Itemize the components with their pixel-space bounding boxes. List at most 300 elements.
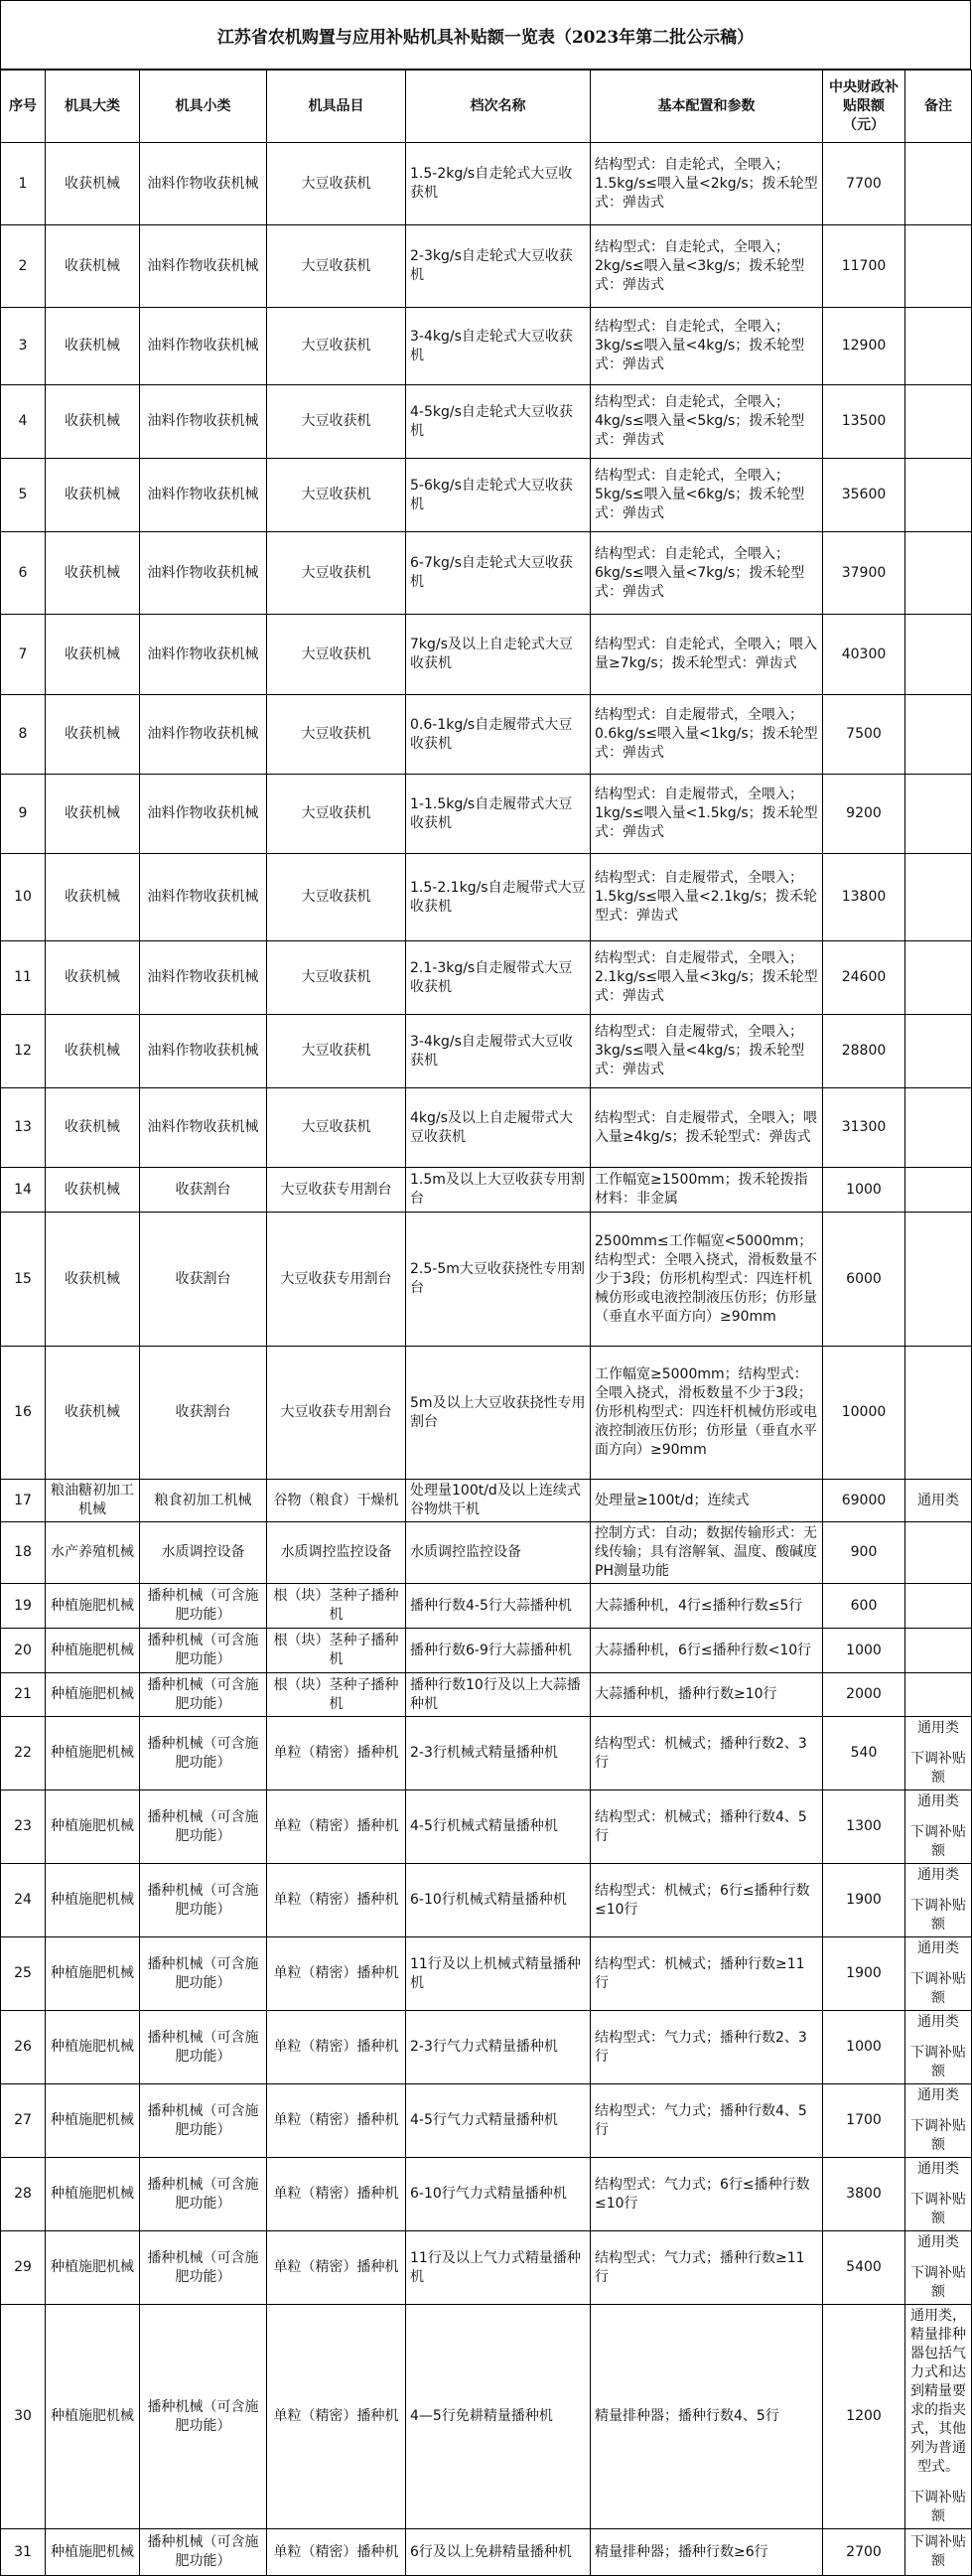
cell-major-category: 种植施肥机械 — [46, 1673, 140, 1717]
cell-no: 30 — [1, 2305, 46, 2529]
cell-remark — [905, 775, 972, 854]
table-header-row — [1, 71, 972, 143]
cell-config: 大蒜播种机，4行≤播种行数≤5行 — [591, 1584, 823, 1629]
cell-amount: 1000 — [823, 1629, 905, 1673]
cell-minor-category: 粮食初加工机械 — [140, 1480, 267, 1522]
cell-minor-category: 油料作物收获机械 — [140, 941, 267, 1015]
remark-text: 下调补贴额 — [910, 2118, 966, 2153]
cell-major-category: 粮油糖初加工机械 — [46, 1480, 140, 1522]
cell-item: 水质调控监控设备 — [267, 1522, 406, 1584]
cell-item: 大豆收获机 — [267, 225, 406, 308]
table-body — [1, 143, 972, 2576]
remark-text: 通用类 — [917, 1940, 959, 1956]
cell-grade: 1.5-2kg/s自走轮式大豆收获机 — [406, 143, 591, 225]
cell-grade: 6-10行气力式精量播种机 — [406, 2158, 591, 2231]
cell-minor-category: 播种机械（可含施肥功能） — [140, 1937, 267, 2011]
cell-amount: 3800 — [823, 2158, 905, 2231]
cell-config: 2500mm≤工作幅宽<5000mm；结构型式：全喂入挠式，滑板数量不少于3段；仿形机构型式：四连杆机械仿形或电液控制液压仿形；仿形量（垂直水平面方向）≥90mm — [591, 1213, 823, 1347]
remark-text: 通用类 — [917, 2161, 959, 2177]
table-row — [1, 1168, 972, 1213]
cell-minor-category: 播种机械（可含施肥功能） — [140, 1864, 267, 1937]
cell-amount: 900 — [823, 1522, 905, 1584]
cell-amount: 69000 — [823, 1480, 905, 1522]
cell-item: 大豆收获专用割台 — [267, 1168, 406, 1213]
cell-item: 大豆收获机 — [267, 385, 406, 459]
cell-major-category: 种植施肥机械 — [46, 1584, 140, 1629]
table-row — [1, 1673, 972, 1717]
cell-no: 3 — [1, 308, 46, 385]
remark-text: 通用类 — [917, 1492, 959, 1508]
cell-config: 结构型式：自走轮式，全喂入；喂入量≥7kg/s；拨禾轮型式：弹齿式 — [591, 615, 823, 695]
cell-item: 单粒（精密）播种机 — [267, 2011, 406, 2084]
cell-config: 工作幅宽≥5000mm；结构型式：全喂入挠式，滑板数量不少于3段；仿形机构型式：四连杆机械仿形或电液控制液压仿形；仿形量（垂直水平面方向）≥90mm — [591, 1347, 823, 1480]
cell-config: 结构型式：自走轮式，全喂入；1.5kg/s≤喂入量<2kg/s；拨禾轮型式：弹齿式 — [591, 143, 823, 225]
cell-config: 结构型式：自走履带式，全喂入；2.1kg/s≤喂入量<3kg/s；拨禾轮型式：弹齿式 — [591, 941, 823, 1015]
cell-item: 单粒（精密）播种机 — [267, 2529, 406, 2576]
cell-grade: 3-4kg/s自走轮式大豆收获机 — [406, 308, 591, 385]
cell-grade: 11行及以上机械式精量播种机 — [406, 1937, 591, 2011]
cell-config: 结构型式：气力式；播种行数4、5行 — [591, 2084, 823, 2158]
cell-item: 大豆收获机 — [267, 854, 406, 941]
cell-grade: 5m及以上大豆收获挠性专用割台 — [406, 1347, 591, 1480]
cell-remark — [905, 941, 972, 1015]
cell-config: 结构型式：自走轮式，全喂入；5kg/s≤喂入量<6kg/s；拨禾轮型式：弹齿式 — [591, 459, 823, 532]
remark-lines — [909, 2160, 967, 2228]
cell-remark — [905, 1480, 972, 1522]
cell-major-category: 种植施肥机械 — [46, 2084, 140, 2158]
cell-major-category: 种植施肥机械 — [46, 2011, 140, 2084]
cell-config: 结构型式：自走轮式，全喂入；4kg/s≤喂入量<5kg/s；拨禾轮型式：弹齿式 — [591, 385, 823, 459]
cell-amount: 1200 — [823, 2305, 905, 2529]
cell-remark — [905, 1629, 972, 1673]
cell-major-category: 收获机械 — [46, 1213, 140, 1347]
remark-text: 下调补贴额 — [910, 2534, 966, 2569]
cell-remark — [905, 1522, 972, 1584]
cell-config: 结构型式：机械式；播种行数4、5行 — [591, 1790, 823, 1864]
cell-remark — [905, 225, 972, 308]
cell-remark — [905, 2231, 972, 2305]
cell-amount: 1700 — [823, 2084, 905, 2158]
cell-minor-category: 油料作物收获机械 — [140, 385, 267, 459]
cell-item: 根（块）茎种子播种机 — [267, 1584, 406, 1629]
cell-config: 结构型式：自走履带式，全喂入；3kg/s≤喂入量<4kg/s；拨禾轮型式：弹齿式 — [591, 1015, 823, 1088]
cell-grade: 水质调控监控设备 — [406, 1522, 591, 1584]
cell-config: 结构型式：气力式；播种行数2、3行 — [591, 2011, 823, 2084]
cell-remark — [905, 695, 972, 775]
cell-no: 27 — [1, 2084, 46, 2158]
cell-item: 大豆收获机 — [267, 532, 406, 615]
cell-grade: 2-3kg/s自走轮式大豆收获机 — [406, 225, 591, 308]
cell-no: 4 — [1, 385, 46, 459]
cell-major-category: 收获机械 — [46, 459, 140, 532]
cell-minor-category: 油料作物收获机械 — [140, 615, 267, 695]
table-row — [1, 143, 972, 225]
remark-lines — [909, 1866, 967, 1934]
cell-amount: 10000 — [823, 1347, 905, 1480]
cell-item: 单粒（精密）播种机 — [267, 2084, 406, 2158]
remark-text: 通用类，精量排种器包括气力式和达到精量要求的指夹式，其他列为普通型式。 — [910, 2308, 966, 2475]
cell-major-category: 种植施肥机械 — [46, 2231, 140, 2305]
cell-major-category: 收获机械 — [46, 225, 140, 308]
cell-config: 精量排种器；播种行数4、5行 — [591, 2305, 823, 2529]
remark-lines — [909, 2307, 967, 2526]
cell-major-category: 收获机械 — [46, 695, 140, 775]
table-row — [1, 1629, 972, 1673]
cell-grade: 4—5行免耕精量播种机 — [406, 2305, 591, 2529]
remark-text: 下调补贴额 — [910, 1824, 966, 1859]
table-row — [1, 2529, 972, 2576]
cell-remark — [905, 1717, 972, 1790]
table-row — [1, 385, 972, 459]
cell-item: 大豆收获机 — [267, 308, 406, 385]
cell-no: 17 — [1, 1480, 46, 1522]
cell-amount: 1900 — [823, 1864, 905, 1937]
cell-no: 2 — [1, 225, 46, 308]
cell-grade: 7kg/s及以上自走轮式大豆收获机 — [406, 615, 591, 695]
cell-item: 大豆收获机 — [267, 941, 406, 1015]
cell-config: 结构型式：自走轮式，全喂入；6kg/s≤喂入量<7kg/s；拨禾轮型式：弹齿式 — [591, 532, 823, 615]
cell-grade: 0.6-1kg/s自走履带式大豆收获机 — [406, 695, 591, 775]
cell-amount: 24600 — [823, 941, 905, 1015]
cell-amount: 7500 — [823, 695, 905, 775]
remark-lines — [909, 1792, 967, 1861]
cell-item: 大豆收获机 — [267, 1015, 406, 1088]
cell-no: 18 — [1, 1522, 46, 1584]
cell-grade: 11行及以上气力式精量播种机 — [406, 2231, 591, 2305]
cell-config: 大蒜播种机，6行≤播种行数<10行 — [591, 1629, 823, 1673]
cell-no: 6 — [1, 532, 46, 615]
cell-amount: 1900 — [823, 1937, 905, 2011]
cell-no: 31 — [1, 2529, 46, 2576]
remark-text: 下调补贴额 — [910, 2192, 966, 2226]
cell-amount: 1000 — [823, 2011, 905, 2084]
table-row — [1, 1088, 972, 1168]
cell-item: 大豆收获专用割台 — [267, 1347, 406, 1480]
cell-amount: 5400 — [823, 2231, 905, 2305]
cell-grade: 3-4kg/s自走履带式大豆收获机 — [406, 1015, 591, 1088]
remark-text: 通用类 — [917, 1720, 959, 1736]
cell-amount: 6000 — [823, 1213, 905, 1347]
cell-no: 21 — [1, 1673, 46, 1717]
cell-minor-category: 播种机械（可含施肥功能） — [140, 2231, 267, 2305]
table-row — [1, 615, 972, 695]
cell-remark — [905, 143, 972, 225]
cell-major-category: 水产养殖机械 — [46, 1522, 140, 1584]
cell-grade: 2.1-3kg/s自走履带式大豆收获机 — [406, 941, 591, 1015]
remark-text: 下调补贴额 — [910, 1971, 966, 2006]
remark-text: 通用类 — [917, 2014, 959, 2030]
cell-minor-category: 油料作物收获机械 — [140, 532, 267, 615]
cell-remark — [905, 2011, 972, 2084]
cell-amount: 1000 — [823, 1168, 905, 1213]
header-no: 序号 — [1, 71, 46, 143]
cell-major-category: 收获机械 — [46, 532, 140, 615]
cell-grade: 4-5行气力式精量播种机 — [406, 2084, 591, 2158]
cell-remark — [905, 615, 972, 695]
cell-config: 结构型式：自走轮式，全喂入；3kg/s≤喂入量<4kg/s；拨禾轮型式：弹齿式 — [591, 308, 823, 385]
cell-no: 15 — [1, 1213, 46, 1347]
table-row — [1, 459, 972, 532]
cell-major-category: 收获机械 — [46, 1015, 140, 1088]
cell-item: 单粒（精密）播种机 — [267, 2305, 406, 2529]
cell-amount: 2700 — [823, 2529, 905, 2576]
cell-grade: 4kg/s及以上自走履带式大豆收获机 — [406, 1088, 591, 1168]
cell-remark — [905, 1673, 972, 1717]
cell-config: 结构型式：自走履带式，全喂入；1kg/s≤喂入量<1.5kg/s；拨禾轮型式：弹齿式 — [591, 775, 823, 854]
cell-config: 处理量≥100t/d；连续式 — [591, 1480, 823, 1522]
remark-text: 下调补贴额 — [910, 1898, 966, 1932]
cell-config: 结构型式：自走履带式，全喂入；喂入量≥4kg/s；拨禾轮型式：弹齿式 — [591, 1088, 823, 1168]
cell-remark — [905, 1937, 972, 2011]
table-row — [1, 1347, 972, 1480]
cell-no: 16 — [1, 1347, 46, 1480]
remark-text: 下调补贴额 — [910, 2490, 966, 2524]
cell-item: 大豆收获机 — [267, 695, 406, 775]
cell-config: 结构型式：机械式；播种行数≥11行 — [591, 1937, 823, 2011]
cell-minor-category: 油料作物收获机械 — [140, 695, 267, 775]
cell-major-category: 种植施肥机械 — [46, 2305, 140, 2529]
cell-amount: 1300 — [823, 1790, 905, 1864]
cell-minor-category: 收获割台 — [140, 1213, 267, 1347]
cell-item: 大豆收获机 — [267, 1088, 406, 1168]
cell-minor-category: 油料作物收获机械 — [140, 1015, 267, 1088]
cell-grade: 4-5kg/s自走轮式大豆收获机 — [406, 385, 591, 459]
cell-item: 大豆收获机 — [267, 775, 406, 854]
header-remark: 备注 — [905, 71, 972, 143]
cell-remark — [905, 1088, 972, 1168]
cell-config: 结构型式：机械式；播种行数2、3行 — [591, 1717, 823, 1790]
cell-item: 大豆收获专用割台 — [267, 1213, 406, 1347]
cell-remark — [905, 1584, 972, 1629]
remark-text: 通用类 — [917, 2087, 959, 2103]
table-row — [1, 2011, 972, 2084]
cell-remark — [905, 2158, 972, 2231]
cell-config: 精量排种器；播种行数≥6行 — [591, 2529, 823, 2576]
cell-minor-category: 油料作物收获机械 — [140, 225, 267, 308]
table-row — [1, 941, 972, 1015]
cell-config: 工作幅宽≥1500mm；拨禾轮拨指材料：非金属 — [591, 1168, 823, 1213]
cell-minor-category: 油料作物收获机械 — [140, 143, 267, 225]
header-minor-category: 机具小类 — [140, 71, 267, 143]
cell-no: 29 — [1, 2231, 46, 2305]
cell-config: 控制方式：自动；数据传输形式：无线传输；具有溶解氧、温度、酸碱度PH测量功能 — [591, 1522, 823, 1584]
cell-no: 5 — [1, 459, 46, 532]
cell-major-category: 收获机械 — [46, 854, 140, 941]
cell-minor-category: 播种机械（可含施肥功能） — [140, 1673, 267, 1717]
cell-minor-category: 收获割台 — [140, 1168, 267, 1213]
remark-lines — [909, 1719, 967, 1788]
cell-amount: 540 — [823, 1717, 905, 1790]
cell-major-category: 种植施肥机械 — [46, 2529, 140, 2576]
subsidy-table — [0, 70, 972, 2576]
cell-minor-category: 播种机械（可含施肥功能） — [140, 2158, 267, 2231]
table-row — [1, 2084, 972, 2158]
table-row — [1, 2305, 972, 2529]
remark-lines — [909, 2233, 967, 2302]
cell-major-category: 收获机械 — [46, 941, 140, 1015]
cell-remark — [905, 459, 972, 532]
remark-text: 下调补贴额 — [910, 2265, 966, 2300]
cell-amount: 600 — [823, 1584, 905, 1629]
cell-major-category: 收获机械 — [46, 308, 140, 385]
cell-major-category: 种植施肥机械 — [46, 1937, 140, 2011]
cell-config: 结构型式：自走轮式，全喂入；2kg/s≤喂入量<3kg/s；拨禾轮型式：弹齿式 — [591, 225, 823, 308]
cell-minor-category: 播种机械（可含施肥功能） — [140, 2305, 267, 2529]
cell-amount: 13500 — [823, 385, 905, 459]
header-config: 基本配置和参数 — [591, 71, 823, 143]
cell-major-category: 种植施肥机械 — [46, 1629, 140, 1673]
table-row — [1, 854, 972, 941]
remark-lines — [909, 2086, 967, 2155]
cell-remark — [905, 2529, 972, 2576]
cell-minor-category: 播种机械（可含施肥功能） — [140, 1629, 267, 1673]
cell-major-category: 收获机械 — [46, 615, 140, 695]
cell-minor-category: 播种机械（可含施肥功能） — [140, 1584, 267, 1629]
cell-minor-category: 播种机械（可含施肥功能） — [140, 1790, 267, 1864]
cell-minor-category: 油料作物收获机械 — [140, 854, 267, 941]
cell-amount: 28800 — [823, 1015, 905, 1088]
table-row — [1, 2231, 972, 2305]
table-row — [1, 1213, 972, 1347]
table-row — [1, 1717, 972, 1790]
table-row — [1, 308, 972, 385]
cell-no: 7 — [1, 615, 46, 695]
cell-amount: 37900 — [823, 532, 905, 615]
cell-major-category: 收获机械 — [46, 1347, 140, 1480]
cell-remark — [905, 1015, 972, 1088]
cell-remark — [905, 1347, 972, 1480]
cell-minor-category: 油料作物收获机械 — [140, 308, 267, 385]
cell-remark — [905, 1864, 972, 1937]
cell-grade: 6行及以上免耕精量播种机 — [406, 2529, 591, 2576]
cell-amount: 40300 — [823, 615, 905, 695]
cell-minor-category: 油料作物收获机械 — [140, 459, 267, 532]
cell-amount: 31300 — [823, 1088, 905, 1168]
table-row — [1, 225, 972, 308]
remark-lines — [909, 1939, 967, 2008]
cell-grade: 2-3行气力式精量播种机 — [406, 2011, 591, 2084]
cell-major-category: 种植施肥机械 — [46, 1864, 140, 1937]
table-row — [1, 1584, 972, 1629]
cell-minor-category: 水质调控设备 — [140, 1522, 267, 1584]
cell-no: 22 — [1, 1717, 46, 1790]
cell-grade: 6-10行机械式精量播种机 — [406, 1864, 591, 1937]
remark-lines — [909, 2013, 967, 2081]
header-amount: 中央财政补贴限额（元） — [823, 71, 905, 143]
cell-config: 结构型式：自走履带式，全喂入；0.6kg/s≤喂入量<1kg/s；拨禾轮型式：弹齿式 — [591, 695, 823, 775]
cell-grade: 播种行数10行及以上大蒜播种机 — [406, 1673, 591, 1717]
cell-minor-category: 油料作物收获机械 — [140, 1088, 267, 1168]
cell-no: 14 — [1, 1168, 46, 1213]
cell-grade: 2-3行机械式精量播种机 — [406, 1717, 591, 1790]
cell-grade: 6-7kg/s自走轮式大豆收获机 — [406, 532, 591, 615]
cell-item: 谷物（粮食）干燥机 — [267, 1480, 406, 1522]
cell-major-category: 收获机械 — [46, 1168, 140, 1213]
table-row — [1, 1937, 972, 2011]
cell-remark — [905, 1213, 972, 1347]
cell-minor-category: 油料作物收获机械 — [140, 775, 267, 854]
cell-grade: 播种行数4-5行大蒜播种机 — [406, 1584, 591, 1629]
cell-grade: 5-6kg/s自走轮式大豆收获机 — [406, 459, 591, 532]
cell-grade: 4-5行机械式精量播种机 — [406, 1790, 591, 1864]
cell-item: 单粒（精密）播种机 — [267, 1937, 406, 2011]
cell-remark — [905, 308, 972, 385]
cell-major-category: 种植施肥机械 — [46, 1790, 140, 1864]
cell-no: 26 — [1, 2011, 46, 2084]
cell-item: 单粒（精密）播种机 — [267, 1717, 406, 1790]
cell-major-category: 收获机械 — [46, 775, 140, 854]
cell-remark — [905, 2305, 972, 2529]
cell-remark — [905, 854, 972, 941]
cell-no: 1 — [1, 143, 46, 225]
table-row — [1, 1480, 972, 1522]
cell-item: 大豆收获机 — [267, 459, 406, 532]
cell-config: 结构型式：气力式；6行≤播种行数≤10行 — [591, 2158, 823, 2231]
cell-amount: 9200 — [823, 775, 905, 854]
cell-grade: 播种行数6-9行大蒜播种机 — [406, 1629, 591, 1673]
cell-no: 12 — [1, 1015, 46, 1088]
cell-grade: 处理量100t/d及以上连续式谷物烘干机 — [406, 1480, 591, 1522]
cell-minor-category: 播种机械（可含施肥功能） — [140, 2011, 267, 2084]
cell-no: 28 — [1, 2158, 46, 2231]
cell-no: 9 — [1, 775, 46, 854]
document-title: 江苏省农机购置与应用补贴机具补贴额一览表（2023年第二批公示稿） — [0, 0, 971, 70]
table-row — [1, 1864, 972, 1937]
remark-lines — [909, 2533, 967, 2571]
cell-grade: 1.5m及以上大豆收获专用割台 — [406, 1168, 591, 1213]
cell-item: 大豆收获机 — [267, 143, 406, 225]
cell-no: 10 — [1, 854, 46, 941]
table-row — [1, 1790, 972, 1864]
cell-config: 结构型式：机械式；6行≤播种行数≤10行 — [591, 1864, 823, 1937]
cell-major-category: 种植施肥机械 — [46, 1717, 140, 1790]
cell-remark — [905, 385, 972, 459]
cell-item: 单粒（精密）播种机 — [267, 1790, 406, 1864]
cell-no: 8 — [1, 695, 46, 775]
header-item: 机具品目 — [267, 71, 406, 143]
cell-no: 11 — [1, 941, 46, 1015]
cell-no: 20 — [1, 1629, 46, 1673]
table-row — [1, 2158, 972, 2231]
cell-item: 单粒（精密）播种机 — [267, 2158, 406, 2231]
cell-amount: 7700 — [823, 143, 905, 225]
cell-no: 25 — [1, 1937, 46, 2011]
table-row — [1, 695, 972, 775]
cell-amount: 13800 — [823, 854, 905, 941]
table-row — [1, 1522, 972, 1584]
table-row — [1, 775, 972, 854]
cell-remark — [905, 532, 972, 615]
cell-config: 结构型式：自走履带式，全喂入；1.5kg/s≤喂入量<2.1kg/s；拨禾轮型式：弹齿式 — [591, 854, 823, 941]
cell-major-category: 收获机械 — [46, 143, 140, 225]
cell-remark — [905, 2084, 972, 2158]
remark-text: 下调补贴额 — [910, 1751, 966, 1786]
cell-grade: 2.5-5m大豆收获挠性专用割台 — [406, 1213, 591, 1347]
cell-config: 大蒜播种机，播种行数≥10行 — [591, 1673, 823, 1717]
cell-no: 23 — [1, 1790, 46, 1864]
cell-item: 根（块）茎种子播种机 — [267, 1673, 406, 1717]
cell-minor-category: 播种机械（可含施肥功能） — [140, 2084, 267, 2158]
cell-amount: 2000 — [823, 1673, 905, 1717]
cell-remark — [905, 1168, 972, 1213]
remark-text: 通用类 — [917, 1793, 959, 1809]
cell-grade: 1-1.5kg/s自走履带式大豆收获机 — [406, 775, 591, 854]
remark-lines — [909, 1492, 967, 1510]
cell-config: 结构型式：气力式；播种行数≥11行 — [591, 2231, 823, 2305]
table-row — [1, 532, 972, 615]
cell-minor-category: 播种机械（可含施肥功能） — [140, 1717, 267, 1790]
cell-no: 13 — [1, 1088, 46, 1168]
